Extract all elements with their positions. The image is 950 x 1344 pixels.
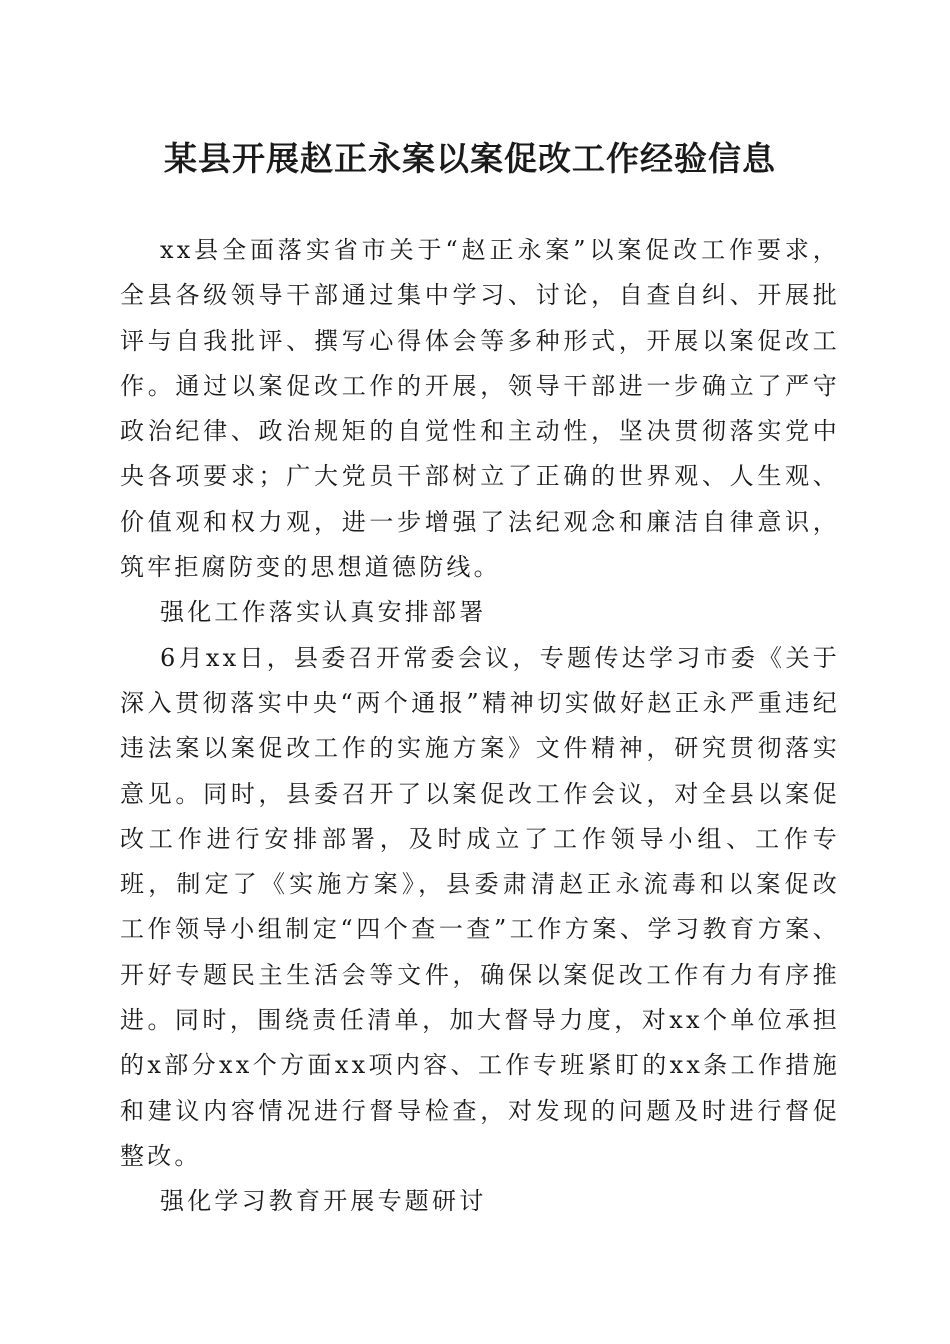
document-body (120, 228, 840, 1225)
paragraph-intro: xx县全面落实省市关于“赵正永案”以案促改工作要求，全县各级领导干部通过集中学习、讨论，自查自纠、开展批评与自我批评、撰写心得体会等多种形式，开展以案促改工作。通过以案促改工作的开展，领导干部进一步确立了严守政治纪律、政治规矩的自觉性和主动性，坚决贯彻落实党中央各项要求；广大党员干部树立了正确的世界观、人生观、价值观和权力观，进一步增强了法纪观念和廉洁自律意识，筑牢拒腐防变的思想道德防线。 (120, 236, 840, 582)
paragraph-deployment: 6月xx日，县委召开常委会议，专题传达学习市委《关于深入贯彻落实中央“两个通报”精神切实做好赵正永严重违纪违法案以案促改工作的实施方案》文件精神，研究贯彻落实意见。同时，县委召开了以案促改工作会议，对全县以案促改工作进行安排部署，及时成立了工作领导小组、工作专班，制定了《实施方案》，县委肃清赵正永流毒和以案促改工作领导小组制定“四个查一查”工作方案、学习教育方案、开好专题民主生活会等文件，确保以案促改工作有力有序推进。同时，围绕责任清单，加大督导力度，对xx个单位承担的x部分xx个方面xx项内容、工作专班紧盯的xx条工作措施和建议内容情况进行督导检查，对发现的问题及时进行督促整改。 (120, 643, 840, 1170)
section-heading-study: 强化学习教育开展专题研讨 (160, 1187, 487, 1216)
document-title: 某县开展赵正永案以案促改工作经验信息 (164, 139, 776, 178)
section-heading-deployment: 强化工作落实认真安排部署 (160, 598, 487, 627)
